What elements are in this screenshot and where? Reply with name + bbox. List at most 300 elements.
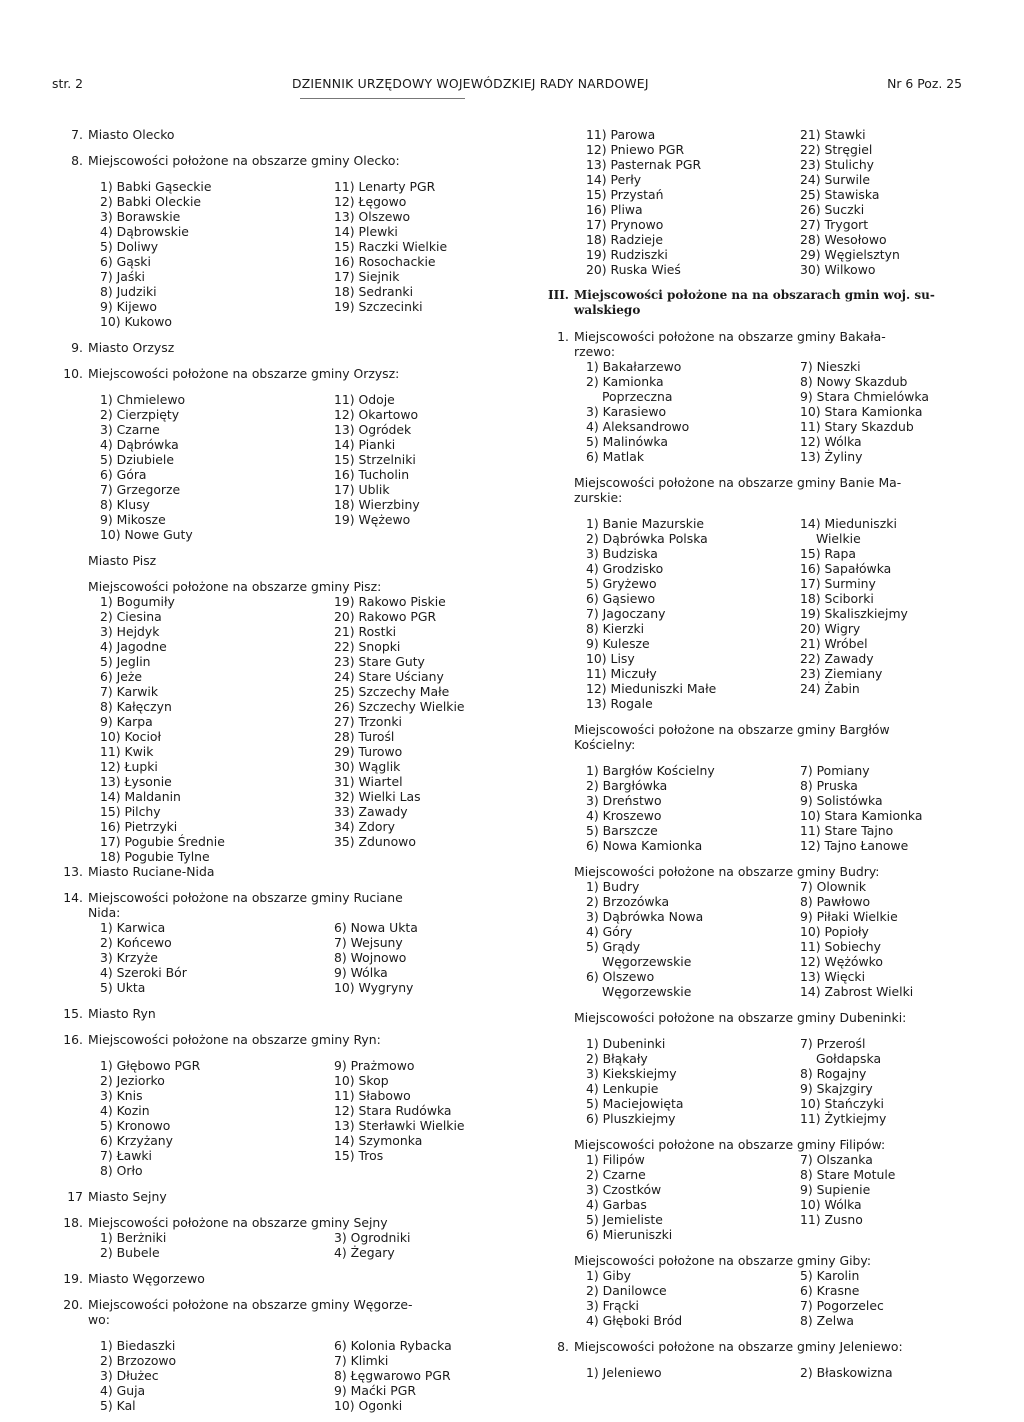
locality-right: 13) Olszewo xyxy=(334,209,411,224)
locality-left: 1) Babki Gąseckie xyxy=(100,179,212,194)
locality-row xyxy=(574,1036,994,1051)
locality-row xyxy=(88,1230,508,1245)
section-text: Miejscowości położone na obszarze gminy Orzysz: xyxy=(88,366,400,381)
section-heading xyxy=(71,127,508,142)
locality-row xyxy=(88,654,508,669)
locality-row xyxy=(88,639,508,654)
locality-right: 26) Suczki xyxy=(800,202,865,217)
section-text: Miasto Pisz xyxy=(88,553,157,568)
locality-left: 4) Garbas xyxy=(586,1197,647,1212)
locality-left: 9) Kijewo xyxy=(100,299,158,314)
spacer xyxy=(574,999,994,1010)
locality-left: 5) Malinówka xyxy=(586,434,668,449)
locality-right: 8) Zelwa xyxy=(800,1313,854,1328)
section-heading xyxy=(63,366,508,381)
locality-left: 19) Rudziszki xyxy=(586,247,668,262)
locality-right: 22) Zawady xyxy=(800,651,874,666)
locality-right: 20) Rakowo PGR xyxy=(334,609,437,624)
locality-row xyxy=(88,1133,508,1148)
locality-row xyxy=(574,924,994,939)
locality-row xyxy=(88,284,508,299)
locality-left: 5) Dziubiele xyxy=(100,452,174,467)
locality-left: 2) Czarne xyxy=(586,1167,646,1182)
locality-right: 8) Nowy Skazdub xyxy=(800,374,908,389)
locality-left: 16) Pietrzyki xyxy=(100,819,178,834)
locality-row xyxy=(88,482,508,497)
spacer xyxy=(574,1126,994,1137)
locality-right: 12) Wężówko xyxy=(800,954,883,969)
locality-right: 18) Sedranki xyxy=(334,284,414,299)
locality-left: 2) Bubele xyxy=(100,1245,160,1260)
section-heading xyxy=(547,288,994,303)
locality-left: 1) Chmielewo xyxy=(100,392,186,407)
locality-right: 14) Szymonka xyxy=(334,1133,423,1148)
locality-row xyxy=(88,314,508,329)
locality-row xyxy=(574,838,994,853)
locality-left: 10) Lisy xyxy=(586,651,635,666)
locality-right: 11) Lenarty PGR xyxy=(334,179,436,194)
locality-right: 10) Stańczyki xyxy=(800,1096,884,1111)
locality-left: 13) Łysonie xyxy=(100,774,172,789)
locality-right: 15) Strzelniki xyxy=(334,452,416,467)
right-column xyxy=(547,127,994,1380)
locality-right: 12) Okartowo xyxy=(334,407,419,422)
locality-right: 27) Trzonki xyxy=(334,714,402,729)
locality-row xyxy=(88,920,508,935)
locality-row xyxy=(574,1227,994,1242)
locality-right: 22) Snopki xyxy=(334,639,401,654)
locality-left: 3) Czostków xyxy=(586,1182,662,1197)
section-heading xyxy=(557,329,994,344)
locality-left: 1) Bakałarzewo xyxy=(586,359,682,374)
locality-right: 10) Stara Kamionka xyxy=(800,404,923,419)
locality-right: 32) Wielki Las xyxy=(334,789,421,804)
locality-left: 5) Kal xyxy=(100,1398,136,1413)
locality-row xyxy=(574,1298,994,1313)
locality-row xyxy=(574,879,994,894)
locality-row xyxy=(88,452,508,467)
locality-row xyxy=(574,909,994,924)
locality-right: 9) Prażmowo xyxy=(334,1058,415,1073)
locality-left: 6) Gąsiewo xyxy=(586,591,656,606)
locality-row xyxy=(574,172,994,187)
locality-left: 7) Jaśki xyxy=(100,269,145,284)
section-text: Miejscowości położone na obszarze gminy Ruciane xyxy=(88,890,403,905)
locality-left: 20) Ruska Wieś xyxy=(586,262,681,277)
locality-row xyxy=(574,247,994,262)
locality-left: 17) Pogubie Średnie xyxy=(100,834,225,849)
locality-right: 28) Turośl xyxy=(334,729,395,744)
locality-left: 13) Rogale xyxy=(586,696,653,711)
locality-left: 5) Grądy xyxy=(586,939,641,954)
locality-row xyxy=(88,729,508,744)
locality-row xyxy=(574,546,994,561)
locality-row xyxy=(88,1398,508,1413)
section-text: Miejscowości położone na obszarze gminy Banie Ma- xyxy=(574,475,902,490)
spacer xyxy=(88,1204,508,1215)
locality-left: 1) Budry xyxy=(586,879,640,894)
section-heading xyxy=(574,1137,994,1152)
locality-right: 12) Łęgowo xyxy=(334,194,407,209)
section-heading xyxy=(63,1297,508,1312)
section-heading xyxy=(67,1189,508,1204)
locality-row xyxy=(88,239,508,254)
locality-row xyxy=(574,894,994,909)
locality-left: 6) Olszewo xyxy=(586,969,655,984)
locality-right: 13) Sterławki Wielkie xyxy=(334,1118,465,1133)
locality-row xyxy=(88,497,508,512)
locality-right: 7) Pogorzelec xyxy=(800,1298,884,1313)
locality-right: 11) Zusno xyxy=(800,1212,863,1227)
locality-right: 35) Zdunowo xyxy=(334,834,416,849)
section-heading xyxy=(63,1215,508,1230)
locality-right: 7) Klimki xyxy=(334,1353,389,1368)
locality-right: 7) Nieszki xyxy=(800,359,861,374)
locality-left: 16) Pliwa xyxy=(586,202,643,217)
locality-row xyxy=(88,1103,508,1118)
locality-right: 27) Trygort xyxy=(800,217,869,232)
locality-left: 13) Pasternak PGR xyxy=(586,157,702,172)
journal-title: DZIENNIK URZĘDOWY WOJEWÓDZKIEJ RADY NARDOWEJ xyxy=(292,76,649,91)
section-text: Miejscowości położone na obszarze gminy Olecko: xyxy=(88,153,400,168)
locality-row xyxy=(574,157,994,172)
spacer xyxy=(88,879,508,890)
locality-right: 21) Stawki xyxy=(800,127,866,142)
section-text: Miejscowości położone na obszarze gminy Pisz: xyxy=(88,579,382,594)
section-heading xyxy=(63,1006,508,1021)
locality-left: 5) Barszcze xyxy=(586,823,658,838)
locality-row xyxy=(88,179,508,194)
locality-row xyxy=(88,1338,508,1353)
locality-left: 4) Grodzisko xyxy=(586,561,664,576)
locality-row xyxy=(574,1197,994,1212)
locality-left: 17) Prynowo xyxy=(586,217,664,232)
locality-left: 8) Kałęczyn xyxy=(100,699,172,714)
locality-row xyxy=(574,636,994,651)
locality-right: 10) Wygryny xyxy=(334,980,414,995)
locality-left: 3) Budziska xyxy=(586,546,658,561)
spacer xyxy=(574,752,994,763)
locality-row xyxy=(88,209,508,224)
section-text: Miejscowości położone na na obszarach gmin woj. su- xyxy=(574,288,935,302)
locality-left: 2) Końcewo xyxy=(100,935,172,950)
spacer xyxy=(88,1327,508,1338)
locality-row xyxy=(574,1051,994,1066)
locality-right: 10) Stara Kamionka xyxy=(800,808,923,823)
locality-row xyxy=(88,1353,508,1368)
locality-right: 30) Wilkowo xyxy=(800,262,876,277)
locality-right: 11) Żytkiejmy xyxy=(800,1111,887,1126)
section-text: walskiego xyxy=(574,303,641,317)
locality-left: 11) Kwik xyxy=(100,744,154,759)
section-heading xyxy=(71,153,508,168)
locality-left: 2) Kamionka xyxy=(586,374,664,389)
section-text: Kościelny: xyxy=(574,737,636,752)
locality-right: 5) Karolin xyxy=(800,1268,860,1283)
locality-right: 9) Wólka xyxy=(334,965,388,980)
locality-right: 25) Stawiska xyxy=(800,187,880,202)
locality-row xyxy=(88,1245,508,1260)
locality-right: 14) Pianki xyxy=(334,437,396,452)
locality-row xyxy=(88,1088,508,1103)
locality-row xyxy=(88,527,508,542)
locality-row xyxy=(574,561,994,576)
locality-row xyxy=(574,621,994,636)
locality-row xyxy=(574,1365,994,1380)
locality-left: 2) Bargłówka xyxy=(586,778,668,793)
locality-row xyxy=(574,1313,994,1328)
locality-left: 4) Dąbrówka xyxy=(100,437,179,452)
locality-left: 10) Nowe Guty xyxy=(100,527,193,542)
locality-right: 10) Wólka xyxy=(800,1197,862,1212)
locality-right: 19) Skaliszkiejmy xyxy=(800,606,908,621)
locality-row xyxy=(88,1148,508,1163)
locality-row xyxy=(88,950,508,965)
locality-right: 15) Raczki Wielkie xyxy=(334,239,448,254)
spacer xyxy=(88,381,508,392)
locality-row xyxy=(574,1212,994,1227)
locality-row xyxy=(88,437,508,452)
locality-row xyxy=(574,939,994,954)
locality-row xyxy=(574,1096,994,1111)
locality-right: 8) Łęgwarowo PGR xyxy=(334,1368,451,1383)
locality-right: 10) Popioły xyxy=(800,924,869,939)
locality-right: 17) Ublik xyxy=(334,482,390,497)
locality-right: 7) Olownik xyxy=(800,879,867,894)
locality-right: 24) Surwile xyxy=(800,172,870,187)
locality-left: 2) Brzozowo xyxy=(100,1353,177,1368)
locality-right: 11) Stary Skazdub xyxy=(800,419,914,434)
locality-right: 23) Stulichy xyxy=(800,157,874,172)
locality-right: 14) Mieduniszki xyxy=(800,516,897,531)
locality-left: 3) Knis xyxy=(100,1088,143,1103)
locality-right: 25) Szczechy Małe xyxy=(334,684,450,699)
locality-right: 8) Wojnowo xyxy=(334,950,407,965)
locality-row xyxy=(88,669,508,684)
section-heading xyxy=(88,579,508,594)
locality-right: 30) Wąglik xyxy=(334,759,401,774)
locality-row xyxy=(88,1383,508,1398)
locality-left: 4) Szeroki Bór xyxy=(100,965,187,980)
locality-row xyxy=(574,1182,994,1197)
section-number: 7. xyxy=(71,127,83,142)
section-text: Miasto Orzysz xyxy=(88,340,175,355)
locality-left: 18) Pogubie Tylne xyxy=(100,849,210,864)
locality-left: 7) Grzegorze xyxy=(100,482,181,497)
locality-right: 12) Stara Rudówka xyxy=(334,1103,452,1118)
locality-right: 26) Szczechy Wielkie xyxy=(334,699,465,714)
locality-left: 2) Błąkały xyxy=(586,1051,648,1066)
locality-row xyxy=(88,194,508,209)
locality-left: 6) Krzyżany xyxy=(100,1133,173,1148)
locality-left: 5) Jeglin xyxy=(100,654,151,669)
section-text: Nida: xyxy=(88,905,121,920)
locality-left: 1) Bargłów Kościelny xyxy=(586,763,715,778)
locality-row xyxy=(574,793,994,808)
locality-left: 4) Kozin xyxy=(100,1103,150,1118)
locality-row xyxy=(574,808,994,823)
locality-row xyxy=(574,823,994,838)
locality-row xyxy=(88,1163,508,1178)
section-number: 10. xyxy=(63,366,83,381)
locality-right: Gołdapska xyxy=(816,1051,882,1066)
locality-right: 10) Skop xyxy=(334,1073,389,1088)
locality-left: 6) Nowa Kamionka xyxy=(586,838,703,853)
section-text: Miejscowości położone na obszarze gminy Sejny xyxy=(88,1215,388,1230)
locality-row xyxy=(88,714,508,729)
locality-row xyxy=(88,819,508,834)
locality-row xyxy=(574,984,994,999)
section-heading xyxy=(88,905,508,920)
spacer xyxy=(88,142,508,153)
locality-right: 23) Ziemiany xyxy=(800,666,883,681)
section-number: 18. xyxy=(63,1215,83,1230)
locality-row xyxy=(88,774,508,789)
locality-left: 4) Kroszewo xyxy=(586,808,662,823)
section-number: III. xyxy=(547,288,569,302)
locality-left: 12) Łupki xyxy=(100,759,158,774)
section-heading xyxy=(88,1312,508,1327)
locality-left: 3) Dąbrówka Nowa xyxy=(586,909,704,924)
locality-row xyxy=(574,696,994,711)
section-heading xyxy=(574,737,994,752)
locality-left: 6) Pluszkiejmy xyxy=(586,1111,676,1126)
locality-left: 7) Karwik xyxy=(100,684,159,699)
section-text: Miejscowości położone na obszarze gminy Jeleniewo: xyxy=(574,1339,903,1354)
locality-right: 9) Piłaki Wielkie xyxy=(800,909,898,924)
locality-left: 10) Kukowo xyxy=(100,314,172,329)
section-heading xyxy=(63,1032,508,1047)
locality-row xyxy=(88,759,508,774)
locality-right: 8) Pawłowo xyxy=(800,894,871,909)
locality-row xyxy=(574,1066,994,1081)
spacer xyxy=(88,1178,508,1189)
locality-left: 9) Karpa xyxy=(100,714,153,729)
locality-right: 17) Surminy xyxy=(800,576,876,591)
locality-right: 19) Wężewo xyxy=(334,512,411,527)
locality-right: 29) Turowo xyxy=(334,744,403,759)
section-heading xyxy=(63,864,508,879)
locality-right: 13) Ogródek xyxy=(334,422,412,437)
locality-right: 7) Przerośl xyxy=(800,1036,866,1051)
section-text: Miejscowości położone na obszarze gminy Filipów: xyxy=(574,1137,886,1152)
locality-left: 1) Karwica xyxy=(100,920,166,935)
locality-left: 6) Gąski xyxy=(100,254,151,269)
locality-left: 2) Cierzpięty xyxy=(100,407,180,422)
locality-right: 21) Wróbel xyxy=(800,636,868,651)
locality-row xyxy=(88,684,508,699)
section-heading xyxy=(71,340,508,355)
spacer xyxy=(88,329,508,340)
locality-left: 6) Góra xyxy=(100,467,147,482)
locality-right: 16) Sapałówka xyxy=(800,561,892,576)
section-text: Miasto Węgorzewo xyxy=(88,1271,205,1286)
locality-left: 9) Kulesze xyxy=(586,636,650,651)
locality-left: Poprzeczna xyxy=(602,389,673,404)
page-number: str. 2 xyxy=(52,76,84,91)
locality-row xyxy=(574,763,994,778)
locality-right: 22) Stręgiel xyxy=(800,142,873,157)
section-text: Miejscowości położone na obszarze gminy Ryn: xyxy=(88,1032,381,1047)
locality-right: 20) Wigry xyxy=(800,621,861,636)
section-number: 20. xyxy=(63,1297,83,1312)
locality-row xyxy=(88,224,508,239)
locality-left: 8) Kierzki xyxy=(586,621,645,636)
section-text: Miejscowości położone na obszarze gminy Budry: xyxy=(574,864,880,879)
locality-left: 11) Miczuły xyxy=(586,666,657,681)
section-heading xyxy=(63,1271,508,1286)
locality-row xyxy=(574,419,994,434)
section-text: Miejscowości położone na obszarze gminy Bargłów xyxy=(574,722,890,737)
locality-right: 16) Tucholin xyxy=(334,467,410,482)
locality-row xyxy=(88,512,508,527)
locality-right: 18) Sciborki xyxy=(800,591,874,606)
section-text: Miasto Olecko xyxy=(88,127,175,142)
locality-right: 11) Odoje xyxy=(334,392,395,407)
locality-right: 8) Stare Motule xyxy=(800,1167,896,1182)
section-heading xyxy=(574,490,994,505)
locality-left: 15) Przystań xyxy=(586,187,664,202)
locality-left: 8) Judziki xyxy=(100,284,157,299)
locality-right: 7) Pomiany xyxy=(800,763,870,778)
left-column xyxy=(63,127,508,1413)
spacer xyxy=(88,1286,508,1297)
locality-right: 14) Zabrost Wielki xyxy=(800,984,914,999)
locality-right: 33) Zawady xyxy=(334,804,408,819)
locality-row xyxy=(88,624,508,639)
locality-row xyxy=(574,1167,994,1182)
spacer xyxy=(574,1354,994,1365)
spacer xyxy=(574,1242,994,1253)
section-number: 15. xyxy=(63,1006,83,1021)
locality-left: 6) Matlak xyxy=(586,449,645,464)
locality-right: 24) Stare Uściany xyxy=(334,669,444,684)
locality-row xyxy=(574,434,994,449)
section-heading xyxy=(574,344,994,359)
section-text: Miejscowości położone na obszarze gminy Bakała- xyxy=(574,329,886,344)
spacer xyxy=(88,995,508,1006)
locality-left: 18) Radzieje xyxy=(586,232,663,247)
locality-left: 2) Dąbrówka Polska xyxy=(586,531,708,546)
locality-row xyxy=(88,467,508,482)
locality-right: 23) Stare Guty xyxy=(334,654,425,669)
spacer xyxy=(574,277,994,288)
locality-left: 5) Jemieliste xyxy=(586,1212,663,1227)
locality-left: 9) Mikosze xyxy=(100,512,166,527)
locality-left: 1) Jeleniewo xyxy=(586,1365,662,1380)
locality-left: 4) Dąbrowskie xyxy=(100,224,189,239)
locality-right: 31) Wiartel xyxy=(334,774,403,789)
locality-left: 2) Babki Oleckie xyxy=(100,194,202,209)
locality-right: 7) Wejsuny xyxy=(334,935,403,950)
locality-right: 9) Stara Chmielówka xyxy=(800,389,929,404)
locality-left: 4) Głęboki Bród xyxy=(586,1313,683,1328)
locality-left: 3) Krzyże xyxy=(100,950,158,965)
section-heading xyxy=(574,303,994,318)
locality-row xyxy=(574,954,994,969)
locality-right: 13) Więcki xyxy=(800,969,866,984)
locality-right: 24) Żabin xyxy=(800,681,860,696)
locality-left: 3) Hejdyk xyxy=(100,624,160,639)
locality-left: 14) Perły xyxy=(586,172,642,187)
spacer xyxy=(574,318,994,329)
spacer xyxy=(88,1260,508,1271)
locality-right: 15) Rapa xyxy=(800,546,856,561)
locality-row xyxy=(88,744,508,759)
locality-row xyxy=(574,1081,994,1096)
locality-right: 13) Żyliny xyxy=(800,449,863,464)
locality-right: 12) Wólka xyxy=(800,434,862,449)
